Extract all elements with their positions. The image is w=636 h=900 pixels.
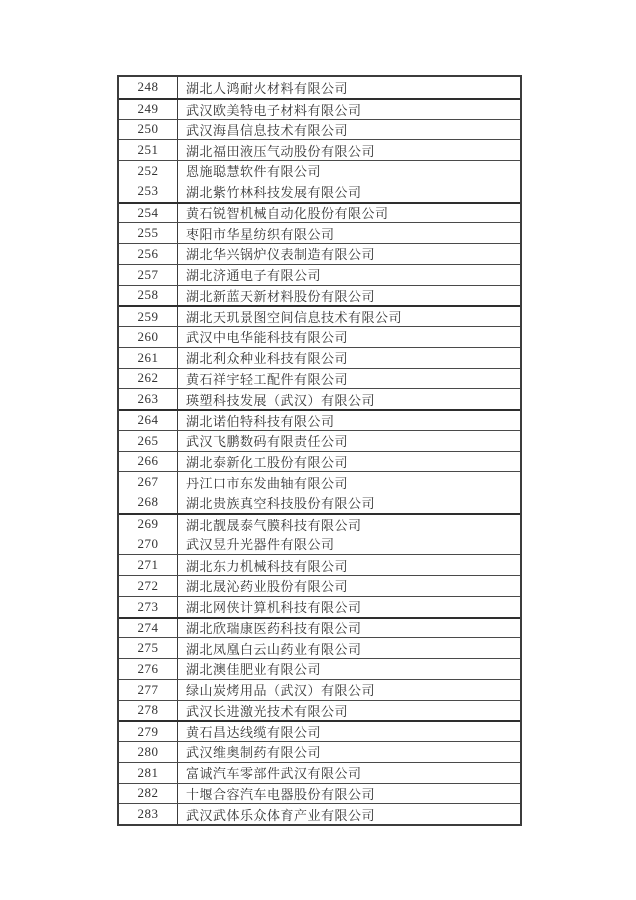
row-number: 268 (119, 492, 178, 513)
company-table (117, 75, 522, 826)
table-row (119, 264, 520, 285)
company-name: 湖北诺伯特科技有限公司 (186, 413, 335, 429)
table-row (119, 700, 520, 721)
table-row (119, 326, 520, 347)
company-name: 武汉昱升光器件有限公司 (186, 537, 335, 553)
row-number: 276 (119, 659, 178, 679)
company-name: 丹江口市东发曲轴有限公司 (186, 475, 349, 491)
company-name: 武汉长进激光技术有限公司 (186, 703, 349, 719)
company-name: 十堰合容汽车电器股份有限公司 (186, 786, 376, 802)
company-name: 绿山炭烤用品（武汉）有限公司 (186, 683, 376, 699)
row-number: 271 (119, 555, 178, 575)
row-number: 283 (119, 804, 178, 824)
row-number: 259 (119, 307, 178, 326)
row-number: 261 (119, 348, 178, 368)
row-number: 254 (119, 204, 178, 223)
table-row (119, 285, 520, 306)
table-row (119, 596, 520, 617)
table-row (119, 803, 520, 824)
table-row (119, 554, 520, 575)
company-name: 湖北天玑景图空间信息技术有限公司 (186, 310, 403, 326)
company-name: 武汉中电华能科技有限公司 (186, 330, 349, 346)
row-number: 263 (119, 389, 178, 409)
table-row (119, 534, 520, 555)
row-number: 279 (119, 722, 178, 741)
table-row (119, 720, 520, 741)
row-number: 275 (119, 638, 178, 658)
company-name: 武汉维奥制药有限公司 (186, 745, 322, 761)
company-name: 湖北网侠计算机科技有限公司 (186, 600, 362, 616)
row-number: 273 (119, 597, 178, 617)
row-number: 280 (119, 742, 178, 762)
company-name: 湖北东力机械科技有限公司 (186, 558, 349, 574)
company-name: 湖北紫竹林科技发展有限公司 (186, 184, 362, 200)
row-number: 260 (119, 327, 178, 347)
row-number: 253 (119, 181, 178, 202)
company-name: 黄石昌达线缆有限公司 (186, 725, 322, 741)
table-row (119, 368, 520, 389)
table-row (119, 762, 520, 783)
company-name: 湖北新蓝天新材料股份有限公司 (186, 288, 376, 304)
company-name: 武汉海昌信息技术有限公司 (186, 122, 349, 138)
row-number: 248 (119, 77, 178, 98)
table-row (119, 430, 520, 451)
company-name: 湖北济通电子有限公司 (186, 268, 322, 284)
row-number: 267 (119, 472, 178, 492)
company-name: 湖北福田液压气动股份有限公司 (186, 143, 376, 159)
row-number: 277 (119, 680, 178, 700)
table-row (119, 305, 520, 326)
company-name: 湖北泰新化工股份有限公司 (186, 454, 349, 470)
company-name: 湖北利众种业科技有限公司 (186, 351, 349, 367)
row-number: 272 (119, 576, 178, 596)
table-row (119, 617, 520, 638)
table-row (119, 783, 520, 804)
company-name: 富诚汽车零部件武汉有限公司 (186, 766, 362, 782)
row-number: 270 (119, 534, 178, 555)
company-name: 湖北晟沁药业股份有限公司 (186, 579, 349, 595)
row-number: 258 (119, 286, 178, 306)
company-name: 武汉欧美特电子材料有限公司 (186, 102, 362, 118)
table-row (119, 181, 520, 202)
table-row (119, 77, 520, 98)
table-row (119, 451, 520, 472)
company-name: 武汉武体乐众体育产业有限公司 (186, 807, 376, 823)
row-number: 278 (119, 701, 178, 721)
table-row (119, 202, 520, 223)
row-number: 264 (119, 411, 178, 430)
row-number: 269 (119, 515, 178, 534)
table-row (119, 679, 520, 700)
table-row (119, 513, 520, 534)
row-number: 252 (119, 161, 178, 181)
company-name: 湖北靓晟泰气膜科技有限公司 (186, 517, 362, 533)
company-name: 湖北华兴锅炉仪表制造有限公司 (186, 247, 376, 263)
company-name: 黄石祥宇轻工配件有限公司 (186, 371, 349, 387)
row-number: 257 (119, 265, 178, 285)
company-name: 武汉飞鹏数码有限责任公司 (186, 434, 349, 450)
table-row (119, 741, 520, 762)
company-name: 湖北贵族真空科技股份有限公司 (186, 495, 376, 511)
row-number: 251 (119, 140, 178, 160)
row-number: 265 (119, 431, 178, 451)
company-name: 湖北人鸿耐火材料有限公司 (186, 80, 349, 96)
table-row (119, 388, 520, 409)
table-row (119, 98, 520, 119)
table-row (119, 471, 520, 492)
table-row (119, 139, 520, 160)
company-name: 湖北凤凰白云山药业有限公司 (186, 641, 362, 657)
row-number: 250 (119, 120, 178, 140)
company-name: 枣阳市华星纺织有限公司 (186, 226, 335, 242)
table-row (119, 575, 520, 596)
table-row (119, 243, 520, 264)
company-name: 湖北澳佳肥业有限公司 (186, 662, 322, 678)
company-name: 黄石锐智机械自动化股份有限公司 (186, 206, 389, 222)
row-number: 281 (119, 763, 178, 783)
table-row (119, 658, 520, 679)
row-number: 274 (119, 619, 178, 638)
row-number: 255 (119, 223, 178, 243)
table-row (119, 160, 520, 181)
row-number: 249 (119, 100, 178, 119)
table-row (119, 222, 520, 243)
row-number: 256 (119, 244, 178, 264)
company-name: 瑛塑科技发展（武汉）有限公司 (186, 392, 376, 408)
table-row (119, 347, 520, 368)
table-row (119, 119, 520, 140)
row-number: 266 (119, 452, 178, 472)
table-row (119, 492, 520, 513)
table-row (119, 409, 520, 430)
row-number: 262 (119, 369, 178, 389)
company-name: 恩施聪慧软件有限公司 (186, 164, 322, 180)
company-name: 湖北欣瑞康医药科技有限公司 (186, 621, 362, 637)
table-row (119, 637, 520, 658)
row-number: 282 (119, 784, 178, 804)
